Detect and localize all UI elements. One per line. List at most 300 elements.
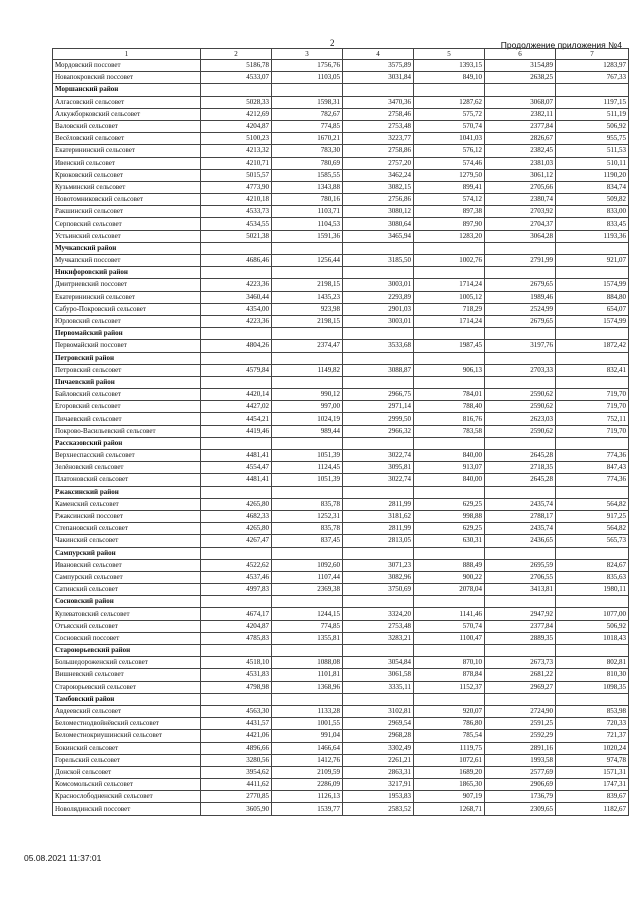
value-cell: 4210,71	[201, 157, 272, 169]
value-cell: 2813,05	[343, 535, 414, 547]
value-cell: 1368,96	[272, 681, 343, 693]
value-cell: 833,45	[556, 218, 629, 230]
value-cell: 955,75	[556, 133, 629, 145]
table-row	[53, 632, 629, 644]
settlement-name: Алкужборковский сельсовет	[53, 108, 201, 120]
value-cell: 1539,77	[272, 803, 343, 815]
value-cell: 900,22	[414, 571, 485, 583]
value-cell: 721,37	[556, 730, 629, 742]
empty-cell	[272, 267, 343, 279]
value-cell: 840,00	[414, 474, 485, 486]
empty-cell	[343, 437, 414, 449]
settlement-name: Комсомольский сельсовет	[53, 779, 201, 791]
value-cell: 2758,86	[343, 145, 414, 157]
value-cell: 2999,50	[343, 413, 414, 425]
empty-cell	[414, 84, 485, 96]
value-cell: 2645,28	[485, 474, 556, 486]
value-cell: 783,30	[272, 145, 343, 157]
value-cell: 907,19	[414, 791, 485, 803]
empty-cell	[556, 376, 629, 388]
value-cell: 1689,20	[414, 766, 485, 778]
empty-cell	[485, 437, 556, 449]
value-cell: 784,01	[414, 389, 485, 401]
value-cell: 2679,65	[485, 315, 556, 327]
value-cell: 1152,37	[414, 681, 485, 693]
value-cell: 780,16	[272, 194, 343, 206]
empty-cell	[201, 328, 272, 340]
value-cell: 3575,89	[343, 60, 414, 72]
table-row	[53, 389, 629, 401]
settlement-name: Юрловский сельсовет	[53, 315, 201, 327]
value-cell: 719,70	[556, 401, 629, 413]
empty-cell	[556, 596, 629, 608]
value-cell: 4773,90	[201, 181, 272, 193]
footer-timestamp: 05.08.2021 11:37:01	[24, 853, 102, 863]
value-cell: 4533,73	[201, 206, 272, 218]
value-cell: 921,07	[556, 255, 629, 267]
value-cell: 4421,06	[201, 730, 272, 742]
value-cell: 5100,23	[201, 133, 272, 145]
value-cell: 5015,57	[201, 169, 272, 181]
table-row	[53, 535, 629, 547]
value-cell: 2198,15	[272, 279, 343, 291]
value-cell: 774,85	[272, 120, 343, 132]
value-cell: 1256,44	[272, 255, 343, 267]
empty-cell	[556, 547, 629, 559]
value-cell: 833,00	[556, 206, 629, 218]
settlement-name: Серповский сельсовет	[53, 218, 201, 230]
empty-cell	[414, 596, 485, 608]
empty-cell	[485, 645, 556, 657]
empty-cell	[414, 376, 485, 388]
value-cell: 3082,15	[343, 181, 414, 193]
value-cell: 785,54	[414, 730, 485, 742]
value-cell: 1571,31	[556, 766, 629, 778]
value-cell: 2382,45	[485, 145, 556, 157]
value-cell: 3470,36	[343, 96, 414, 108]
settlement-name: Егоровский сельсовет	[53, 401, 201, 413]
district-name: Рассказовский район	[53, 437, 201, 449]
column-header: 6	[485, 49, 556, 60]
value-cell: 816,76	[414, 413, 485, 425]
value-cell: 786,80	[414, 718, 485, 730]
value-cell: 2695,59	[485, 559, 556, 571]
value-cell: 1104,53	[272, 218, 343, 230]
empty-cell	[272, 693, 343, 705]
value-cell: 1355,81	[272, 632, 343, 644]
empty-cell	[485, 693, 556, 705]
value-cell: 4554,47	[201, 462, 272, 474]
value-cell: 2703,92	[485, 206, 556, 218]
value-cell: 4354,00	[201, 303, 272, 315]
value-cell: 3102,81	[343, 705, 414, 717]
value-cell: 897,38	[414, 206, 485, 218]
value-cell: 2969,54	[343, 718, 414, 730]
settlement-name: Ивановский сельсовет	[53, 559, 201, 571]
value-cell: 2891,16	[485, 742, 556, 754]
district-header-row	[53, 84, 629, 96]
district-header-row	[53, 376, 629, 388]
value-cell: 5028,33	[201, 96, 272, 108]
value-cell: 824,67	[556, 559, 629, 571]
column-header: 7	[556, 49, 629, 60]
table-row	[53, 718, 629, 730]
value-cell: 2753,48	[343, 620, 414, 632]
empty-cell	[201, 242, 272, 254]
empty-cell	[556, 328, 629, 340]
table-row	[53, 681, 629, 693]
value-cell: 3533,68	[343, 340, 414, 352]
district-name: Никифоровский район	[53, 267, 201, 279]
value-cell: 783,58	[414, 425, 485, 437]
value-cell: 4411,62	[201, 779, 272, 791]
district-header-row	[53, 486, 629, 498]
empty-cell	[201, 437, 272, 449]
empty-cell	[414, 437, 485, 449]
district-name: Первомайский район	[53, 328, 201, 340]
value-cell: 1756,76	[272, 60, 343, 72]
value-cell: 989,44	[272, 425, 343, 437]
value-cell: 3061,12	[485, 169, 556, 181]
table-row	[53, 157, 629, 169]
value-cell: 3154,89	[485, 60, 556, 72]
value-cell: 2966,75	[343, 389, 414, 401]
table-row	[53, 303, 629, 315]
empty-cell	[272, 547, 343, 559]
value-cell: 1466,64	[272, 742, 343, 754]
settlement-name: Сампурский сельсовет	[53, 571, 201, 583]
value-cell: 3217,91	[343, 779, 414, 791]
table-row	[53, 571, 629, 583]
value-cell: 1279,50	[414, 169, 485, 181]
value-cell: 1077,00	[556, 608, 629, 620]
value-cell: 570,74	[414, 120, 485, 132]
table-row	[53, 279, 629, 291]
value-cell: 3185,50	[343, 255, 414, 267]
settlement-name: Крюковский сельсовет	[53, 169, 201, 181]
value-cell: 835,78	[272, 523, 343, 535]
value-cell: 1252,31	[272, 510, 343, 522]
value-cell: 834,74	[556, 181, 629, 193]
value-cell: 3064,28	[485, 230, 556, 242]
table-row	[53, 742, 629, 754]
district-header-row	[53, 645, 629, 657]
table-row	[53, 523, 629, 535]
value-cell: 2969,27	[485, 681, 556, 693]
value-cell: 4997,83	[201, 584, 272, 596]
value-cell: 2863,31	[343, 766, 414, 778]
value-cell: 1197,15	[556, 96, 629, 108]
value-cell: 4454,21	[201, 413, 272, 425]
table-row	[53, 584, 629, 596]
value-cell: 1141,46	[414, 608, 485, 620]
value-cell: 1101,81	[272, 669, 343, 681]
value-cell: 1585,55	[272, 169, 343, 181]
empty-cell	[272, 376, 343, 388]
empty-cell	[485, 376, 556, 388]
value-cell: 780,69	[272, 157, 343, 169]
value-cell: 4481,41	[201, 450, 272, 462]
value-cell: 2374,47	[272, 340, 343, 352]
settlement-name: Алгасовский сельсовет	[53, 96, 201, 108]
empty-cell	[414, 645, 485, 657]
empty-cell	[343, 486, 414, 498]
value-cell: 3054,84	[343, 657, 414, 669]
value-cell: 1126,13	[272, 791, 343, 803]
value-cell: 774,85	[272, 620, 343, 632]
settlement-name: Дмитриевский поссовет	[53, 279, 201, 291]
value-cell: 4804,26	[201, 340, 272, 352]
settlement-name: Пичаевский сельсовет	[53, 413, 201, 425]
value-cell: 575,72	[414, 108, 485, 120]
district-name: Петровский район	[53, 352, 201, 364]
value-cell: 1244,15	[272, 608, 343, 620]
value-cell: 2703,33	[485, 364, 556, 376]
settlement-name: Петровский сельсовет	[53, 364, 201, 376]
value-cell: 835,78	[272, 498, 343, 510]
value-cell: 1736,79	[485, 791, 556, 803]
value-cell: 2377,84	[485, 120, 556, 132]
value-cell: 4212,69	[201, 108, 272, 120]
value-cell: 917,25	[556, 510, 629, 522]
value-cell: 719,70	[556, 425, 629, 437]
value-cell: 1980,11	[556, 584, 629, 596]
value-cell: 2436,65	[485, 535, 556, 547]
value-cell: 2811,99	[343, 523, 414, 535]
value-cell: 1747,31	[556, 779, 629, 791]
empty-cell	[343, 645, 414, 657]
empty-cell	[556, 486, 629, 498]
district-header-row	[53, 693, 629, 705]
table-row	[53, 620, 629, 632]
value-cell: 1714,24	[414, 315, 485, 327]
table-row	[53, 401, 629, 413]
value-cell: 2435,74	[485, 498, 556, 510]
value-cell: 2826,67	[485, 133, 556, 145]
value-cell: 2645,28	[485, 450, 556, 462]
empty-cell	[201, 376, 272, 388]
value-cell: 1393,15	[414, 60, 485, 72]
value-cell: 832,41	[556, 364, 629, 376]
value-cell: 1002,76	[414, 255, 485, 267]
value-cell: 4537,46	[201, 571, 272, 583]
value-cell: 3197,76	[485, 340, 556, 352]
empty-cell	[414, 328, 485, 340]
value-cell: 4686,46	[201, 255, 272, 267]
empty-cell	[272, 352, 343, 364]
value-cell: 3462,24	[343, 169, 414, 181]
value-cell: 4204,87	[201, 120, 272, 132]
table-row	[53, 169, 629, 181]
settlement-name: Ракшинский сельсовет	[53, 206, 201, 218]
empty-cell	[414, 693, 485, 705]
settlement-name: Весёловский сельсовет	[53, 133, 201, 145]
value-cell: 3302,49	[343, 742, 414, 754]
value-cell: 1283,97	[556, 60, 629, 72]
value-cell: 4427,02	[201, 401, 272, 413]
district-name: Моршанский район	[53, 84, 201, 96]
value-cell: 5021,38	[201, 230, 272, 242]
value-cell: 802,81	[556, 657, 629, 669]
empty-cell	[201, 352, 272, 364]
value-cell: 719,70	[556, 389, 629, 401]
empty-cell	[201, 547, 272, 559]
value-cell: 1001,55	[272, 718, 343, 730]
value-cell: 3082,96	[343, 571, 414, 583]
value-cell: 4674,17	[201, 608, 272, 620]
empty-cell	[485, 596, 556, 608]
value-cell: 511,53	[556, 145, 629, 157]
value-cell: 4579,84	[201, 364, 272, 376]
page-number: 2	[330, 38, 335, 48]
value-cell: 2377,84	[485, 620, 556, 632]
settlement-name: Новотомниковский сельсовет	[53, 194, 201, 206]
value-cell: 1020,24	[556, 742, 629, 754]
empty-cell	[343, 693, 414, 705]
value-cell: 788,40	[414, 401, 485, 413]
settlement-name: Краснослободненский сельсовет	[53, 791, 201, 803]
value-cell: 1119,75	[414, 742, 485, 754]
value-cell: 2109,59	[272, 766, 343, 778]
value-cell: 654,07	[556, 303, 629, 315]
value-cell: 1107,44	[272, 571, 343, 583]
value-cell: 2590,62	[485, 401, 556, 413]
empty-cell	[485, 84, 556, 96]
value-cell: 3324,20	[343, 608, 414, 620]
settlement-name: Новапокровский поссовет	[53, 72, 201, 84]
value-cell: 1989,46	[485, 291, 556, 303]
value-cell: 3280,56	[201, 754, 272, 766]
value-cell: 2971,14	[343, 401, 414, 413]
value-cell: 2261,21	[343, 754, 414, 766]
value-cell: 2078,04	[414, 584, 485, 596]
value-cell: 4534,55	[201, 218, 272, 230]
value-cell: 1193,36	[556, 230, 629, 242]
column-header: 5	[414, 49, 485, 60]
value-cell: 2623,03	[485, 413, 556, 425]
district-header-row	[53, 547, 629, 559]
value-cell: 1574,99	[556, 279, 629, 291]
value-cell: 1872,42	[556, 340, 629, 352]
value-cell: 839,67	[556, 791, 629, 803]
value-cell: 506,92	[556, 620, 629, 632]
value-cell: 3080,12	[343, 206, 414, 218]
settlement-name: Донской сельсовет	[53, 766, 201, 778]
value-cell: 2770,85	[201, 791, 272, 803]
value-cell: 629,25	[414, 523, 485, 535]
value-cell: 2583,52	[343, 803, 414, 815]
value-cell: 849,10	[414, 72, 485, 84]
value-cell: 920,07	[414, 705, 485, 717]
value-cell: 2756,86	[343, 194, 414, 206]
settlement-name: Зелёновский сельсовет	[53, 462, 201, 474]
empty-cell	[343, 596, 414, 608]
value-cell: 2724,90	[485, 705, 556, 717]
empty-cell	[414, 486, 485, 498]
value-cell: 2811,99	[343, 498, 414, 510]
table-row	[53, 120, 629, 132]
value-cell: 4267,47	[201, 535, 272, 547]
table-row	[53, 145, 629, 157]
settlement-name: Екатерининский сельсовет	[53, 145, 201, 157]
value-cell: 564,82	[556, 523, 629, 535]
value-cell: 1098,35	[556, 681, 629, 693]
district-name: Сосновский район	[53, 596, 201, 608]
table-row	[53, 766, 629, 778]
district-name: Ржаксинский район	[53, 486, 201, 498]
table-row	[53, 72, 629, 84]
value-cell: 4896,66	[201, 742, 272, 754]
value-cell: 2382,11	[485, 108, 556, 120]
column-header: 4	[343, 49, 414, 60]
value-cell: 1953,83	[343, 791, 414, 803]
empty-cell	[272, 486, 343, 498]
value-cell: 511,19	[556, 108, 629, 120]
district-header-row	[53, 242, 629, 254]
table-row	[53, 498, 629, 510]
value-cell: 2889,35	[485, 632, 556, 644]
settlement-name: Вишневский сельсовет	[53, 669, 201, 681]
value-cell: 998,88	[414, 510, 485, 522]
empty-cell	[414, 267, 485, 279]
value-cell: 3095,81	[343, 462, 414, 474]
value-cell: 565,73	[556, 535, 629, 547]
settlement-name: Мучкапский поссовет	[53, 255, 201, 267]
value-cell: 570,74	[414, 620, 485, 632]
table-row	[53, 803, 629, 815]
empty-cell	[272, 596, 343, 608]
value-cell: 3954,62	[201, 766, 272, 778]
value-cell: 2966,32	[343, 425, 414, 437]
value-cell: 835,63	[556, 571, 629, 583]
value-cell: 1993,58	[485, 754, 556, 766]
value-cell: 752,11	[556, 413, 629, 425]
value-cell: 3223,77	[343, 133, 414, 145]
value-cell: 718,29	[414, 303, 485, 315]
empty-cell	[556, 267, 629, 279]
table-row	[53, 194, 629, 206]
settlement-name: Отъясский сельсовет	[53, 620, 201, 632]
settlement-name: Покрово-Васильевский сельсовет	[53, 425, 201, 437]
value-cell: 3335,11	[343, 681, 414, 693]
empty-cell	[272, 645, 343, 657]
column-header: 1	[53, 49, 201, 60]
value-cell: 4431,57	[201, 718, 272, 730]
empty-cell	[343, 267, 414, 279]
table-row	[53, 559, 629, 571]
table-row	[53, 791, 629, 803]
value-cell: 3413,81	[485, 584, 556, 596]
value-cell: 1088,08	[272, 657, 343, 669]
value-cell: 2681,22	[485, 669, 556, 681]
value-cell: 840,00	[414, 450, 485, 462]
settlement-name: Чакинский сельсовет	[53, 535, 201, 547]
value-cell: 3061,58	[343, 669, 414, 681]
value-cell: 870,10	[414, 657, 485, 669]
value-cell: 4682,33	[201, 510, 272, 522]
value-cell: 1591,36	[272, 230, 343, 242]
table-row	[53, 364, 629, 376]
value-cell: 2968,28	[343, 730, 414, 742]
value-cell: 884,80	[556, 291, 629, 303]
district-header-row	[53, 267, 629, 279]
empty-cell	[556, 352, 629, 364]
value-cell: 2758,46	[343, 108, 414, 120]
settlement-name: Авдеевский сельсовет	[53, 705, 201, 717]
table-row	[53, 108, 629, 120]
value-cell: 2718,35	[485, 462, 556, 474]
value-cell: 2198,15	[272, 315, 343, 327]
